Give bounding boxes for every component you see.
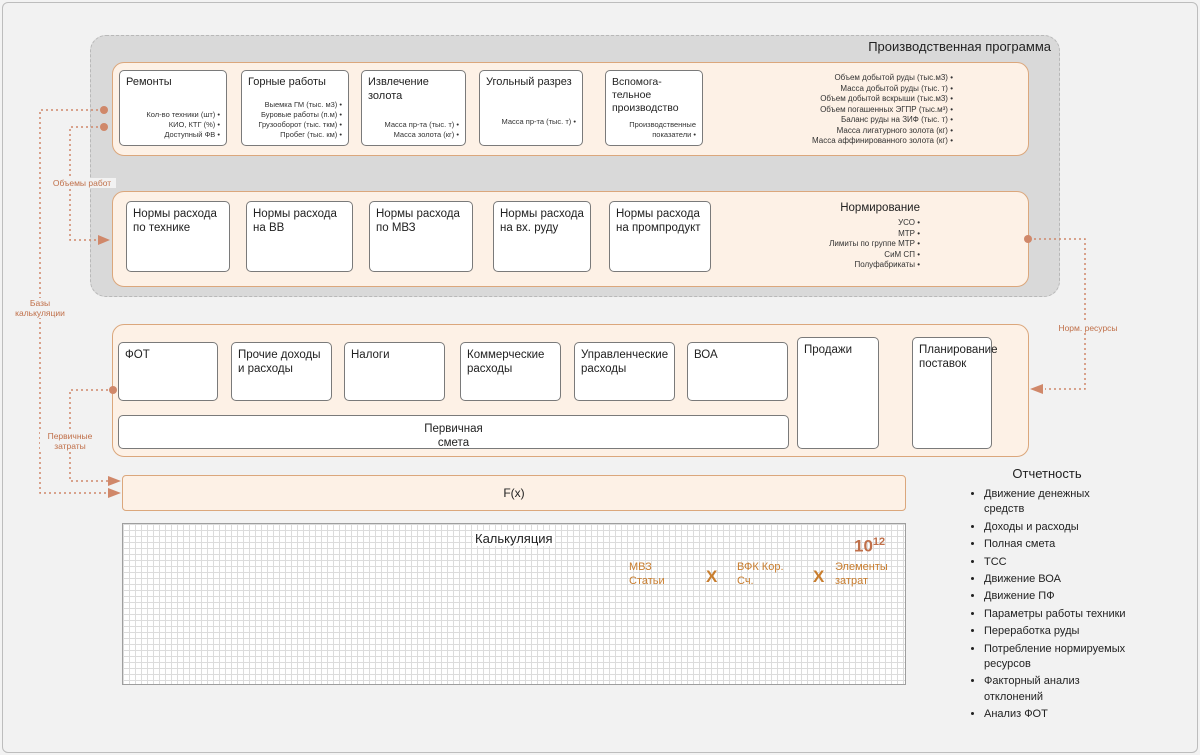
label-calc-bases: Базы калькуляции — [10, 298, 70, 318]
normalization-title: Нормирование — [840, 202, 920, 214]
power-exponent: 12 — [872, 536, 886, 548]
metric: Масса аффинированного золота (кг) • — [763, 136, 953, 147]
metric: Доступный ФВ • — [146, 130, 220, 140]
card-title: Вспомога-тельное производство — [612, 76, 679, 115]
report-item[interactable]: • Анализ ФОТ — [984, 707, 1132, 722]
metric: Масса золота (кг) • — [385, 130, 460, 140]
metric: Масса лигатурного золота (кг) • — [763, 126, 953, 137]
report-item[interactable]: • Движение ПФ — [984, 589, 1132, 604]
metric: Производственные показатели • — [616, 120, 696, 140]
card-title: ФОТ — [125, 349, 150, 361]
fx-label: F(x) — [503, 486, 525, 500]
norm-item: УСО • — [790, 218, 920, 229]
report-item[interactable]: • Факторный анализ отклонений — [984, 674, 1132, 705]
report-item[interactable]: • ТСС — [984, 555, 1132, 570]
metric: Кол-во техники (шт) • — [146, 110, 220, 120]
report-item[interactable]: • Потребление нормируемых ресурсов — [984, 642, 1132, 673]
connector-dot — [109, 386, 117, 394]
production-program-title: Производственная программа — [868, 39, 1051, 54]
norm-item: Лимиты по группе МТР • — [790, 239, 920, 250]
dim-cost-elements: Элементы затрат — [835, 561, 888, 588]
metric: Грузооборот (тыс. ткм) • — [258, 120, 342, 130]
card-title: Управленческие расходы — [581, 349, 669, 376]
card-title: Извлечение золота — [368, 76, 429, 102]
report-item[interactable]: • Параметры работы техники — [984, 607, 1132, 622]
arrow-head — [108, 488, 121, 498]
card-title: Первичная смета — [424, 423, 483, 450]
card-title: Угольный разрез — [486, 76, 572, 88]
dim-account: ВФК Кор. Сч. — [737, 561, 784, 588]
times-mark-1: X — [706, 567, 718, 586]
norm-item: МТР • — [790, 229, 920, 240]
dim-cost-center: МВЗ Статьи — [629, 561, 665, 588]
metric: Объем добытой руды (тыс.м3) • — [763, 73, 953, 84]
metric: Выемка ГМ (тыс. м3) • — [258, 100, 342, 110]
calculation-title: Калькуляция — [475, 531, 553, 546]
report-item[interactable]: • Движение ВОА — [984, 572, 1132, 587]
arrow-head — [1030, 384, 1043, 394]
metric: Буровые работы (п.м) • — [258, 110, 342, 120]
card-title: Горные работы — [248, 76, 326, 88]
metric: Масса пр-та (тыс. т) • — [502, 117, 577, 127]
metric: Баланс руды на ЗИФ (тыс. т) • — [763, 115, 953, 126]
metric: Объем погашенных ЭГПР (тыс.м³) • — [763, 105, 953, 116]
metric: Пробег (тыс. км) • — [258, 130, 342, 140]
arrow-head — [98, 235, 110, 245]
norm-item: Полуфабрикаты • — [790, 260, 920, 271]
report-item[interactable]: • Полная смета — [984, 537, 1132, 552]
metric: КИО, КТГ (%) • — [146, 120, 220, 130]
card-title: Ремонты — [126, 76, 172, 88]
arrow-head — [108, 476, 121, 486]
reporting-title: Отчетность — [1012, 466, 1082, 481]
metric: Масса пр-та (тыс. т) • — [385, 120, 460, 130]
card-title: ВОА — [694, 349, 718, 361]
card-title: Нормы расхода по МВЗ — [376, 208, 460, 235]
connector-norm-resources — [1029, 239, 1085, 389]
connector-dot — [100, 106, 108, 114]
label-norm-resources: Норм. ресурсы — [1052, 323, 1124, 333]
card-title: Нормы расхода на вх. руду — [500, 208, 584, 235]
card-title: Нормы расхода по технике — [133, 208, 217, 235]
label-primary-costs: Первичные затраты — [40, 431, 100, 451]
report-item[interactable]: • Переработка руды — [984, 624, 1132, 639]
card-title: Коммерческие расходы — [467, 349, 545, 376]
norm-item: СиМ СП • — [790, 250, 920, 261]
power-base: 10 — [854, 536, 873, 556]
connector-dot — [1024, 235, 1032, 243]
card-title: Нормы расхода на ВВ — [253, 208, 337, 235]
report-item[interactable]: • Доходы и расходы — [984, 520, 1132, 535]
metric: Масса добытой руды (тыс. т) • — [763, 84, 953, 95]
card-title: Налоги — [351, 349, 390, 361]
card-title: Продажи — [804, 344, 853, 356]
metric: Объем добытой вскрыши (тыс.м3) • — [763, 94, 953, 105]
times-mark-2: X — [813, 567, 825, 586]
connector-dot — [100, 123, 108, 131]
report-item[interactable]: • Движение денежных средств — [984, 487, 1132, 518]
card-title: Нормы расхода на промпродукт — [616, 208, 701, 235]
card-title: Планирование поставок — [919, 344, 998, 371]
card-title: Прочие доходы и расходы — [238, 349, 321, 376]
label-volumes: Объемы работ — [48, 178, 116, 188]
